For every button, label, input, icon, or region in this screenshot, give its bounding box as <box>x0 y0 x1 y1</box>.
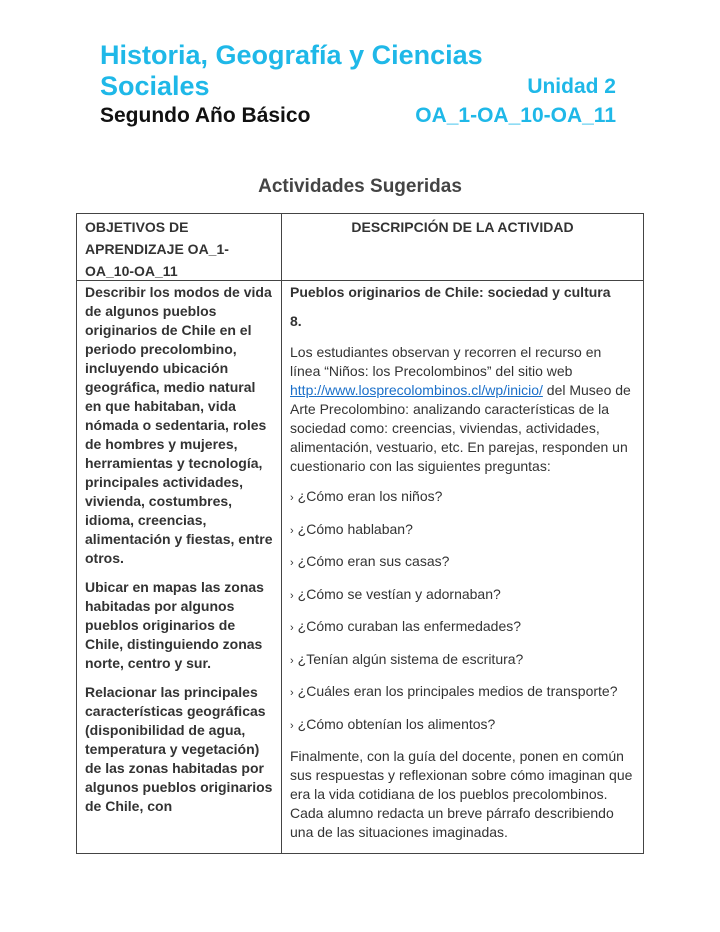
question-text: ¿Cómo eran los niños? <box>297 488 443 504</box>
objective-item: Describir los modos de vida de algunos pueblos originarios de Chile en el periodo precolombino, incluyendo ubicación geográfica, medio natural en que habitaban, vida nómada o sedentaria, roles de hombres y mujeres, herramientas y tecnología, principales actividades, vivienda, costumbres, idioma, creencias, alimentación y fiestas, entre otros. <box>85 284 273 566</box>
chevron-right-icon: › <box>290 687 294 699</box>
activity-intro <box>290 343 635 476</box>
activity-cell <box>282 281 644 854</box>
header-cell-description <box>282 214 644 281</box>
question-text: ¿Cómo obtenían los alimentos? <box>297 715 496 732</box>
chevron-right-icon: › <box>290 492 294 504</box>
question-text: ¿Cómo hablaban? <box>297 520 413 537</box>
question-item <box>290 552 635 573</box>
unit-label: Unidad 2 <box>527 75 616 98</box>
oa-codes: OA_1-OA_10-OA_11 <box>415 104 616 127</box>
resource-link[interactable]: http://www.losprecolombinos.cl/wp/inicio/ <box>290 382 543 398</box>
question-item <box>290 715 635 736</box>
question-text: ¿Tenían algún sistema de escritura? <box>297 650 524 667</box>
subject-title-line1: Historia, Geografía y Ciencias <box>100 40 483 70</box>
subject-title-line2: Sociales <box>100 71 210 101</box>
chevron-right-icon: › <box>290 654 294 667</box>
section-title: Actividades Sugeridas <box>258 176 462 197</box>
description-header: DESCRIPCIÓN DE LA ACTIVIDAD <box>351 219 574 235</box>
question-text: ¿Cómo eran sus casas? <box>297 553 450 569</box>
question-item <box>290 520 635 541</box>
chevron-right-icon: › <box>290 524 294 537</box>
question-item <box>290 585 635 606</box>
objective-item: Relacionar las principales características geográficas (disponibilidad de agua, temperatura y vegetación) de las zonas habitadas por algunos pueblos originarios de Chile, con <box>85 684 273 814</box>
chevron-right-icon: › <box>290 622 294 634</box>
activity-number: 8. <box>290 313 302 329</box>
question-item <box>290 617 635 638</box>
header-cell-objectives <box>77 214 282 281</box>
question-item <box>290 487 635 508</box>
question-text: ¿Cuáles eran los principales medios de transporte? <box>297 683 618 699</box>
chevron-right-icon: › <box>290 589 294 602</box>
grade-label: Segundo Año Básico <box>100 104 311 127</box>
chevron-right-icon: › <box>290 557 294 569</box>
intro-text-after-link: del Museo de Arte Precolombino: analizando características de la sociedad como: creencias, viviendas, actividades, alimentación, vestuario, etc. En parejas, responden un cuestionario con las siguientes preguntas: <box>290 382 631 474</box>
objectives-cell <box>77 281 282 854</box>
question-item <box>290 682 635 703</box>
intro-text-before-link: Los estudiantes observan y recorren el recurso en línea “Niños: los Precolombinos” del sitio web <box>290 344 602 379</box>
question-text: ¿Cómo se vestían y adornaban? <box>297 585 501 602</box>
activity-closing: Finalmente, con la guía del docente, ponen en común sus respuestas y reflexionan sobre cómo imaginan que era la vida cotidiana de los pueblos precolombinos. Cada alumno redacta un breve párrafo describiendo una de las situaciones imaginadas. <box>290 748 633 840</box>
table-row <box>77 281 644 854</box>
table-header-row <box>77 214 644 281</box>
objective-item: Ubicar en mapas las zonas habitadas por algunos pueblos originarios de Chile, distinguiendo zonas norte, centro y sur. <box>85 579 264 671</box>
activities-table <box>76 213 644 854</box>
question-item <box>290 650 635 671</box>
chevron-right-icon: › <box>290 719 294 732</box>
objectives-header: OBJETIVOS DE APRENDIZAJE OA_1-OA_10-OA_11 <box>85 219 229 279</box>
document-header <box>100 40 616 129</box>
question-text: ¿Cómo curaban las enfermedades? <box>297 618 522 634</box>
activity-title: Pueblos originarios de Chile: sociedad y cultura <box>290 284 611 300</box>
